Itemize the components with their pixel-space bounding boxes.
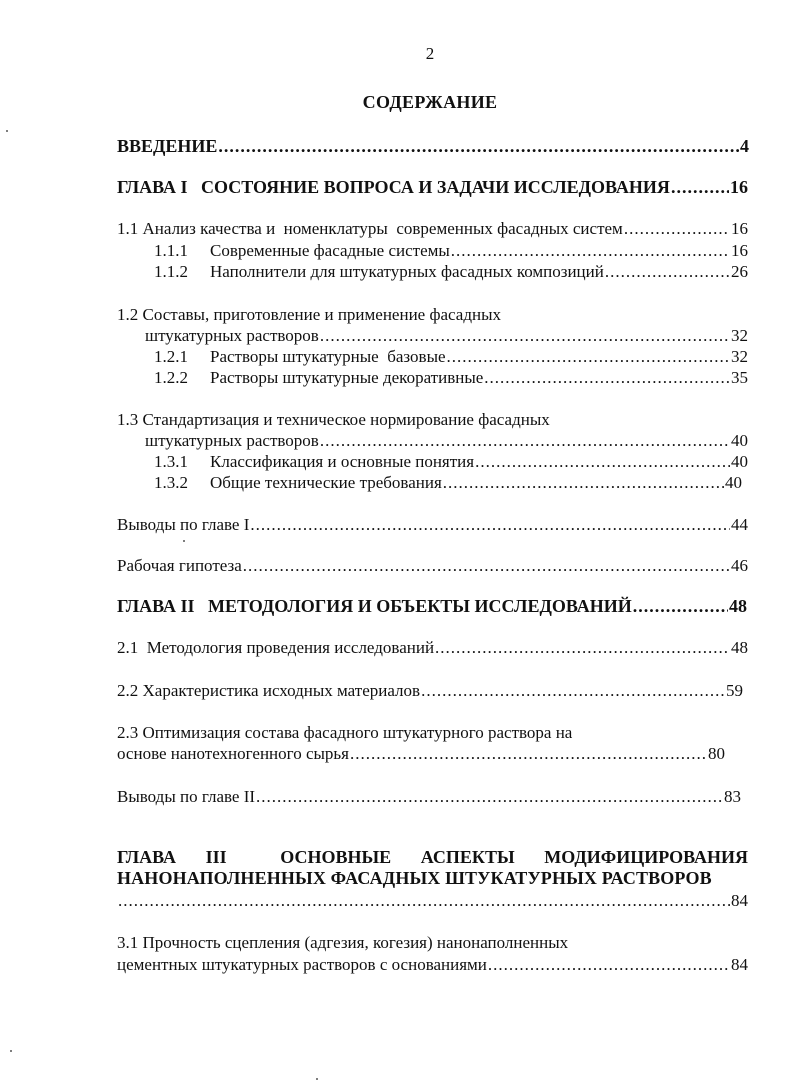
toc-entry-text: штукатурных растворов bbox=[145, 326, 319, 345]
toc-entry-number: 1.2.2 bbox=[154, 368, 188, 387]
toc-entry-text: Выводы по главе II bbox=[117, 787, 256, 806]
toc-entry-page: 48 bbox=[731, 638, 748, 657]
toc-entry-1-2-1 bbox=[154, 347, 748, 367]
toc-entry-2-3 bbox=[117, 744, 725, 764]
toc-entry-number: 1.1.2 bbox=[154, 262, 188, 281]
leader-dots bbox=[671, 177, 729, 197]
chapter-heading-word: III bbox=[205, 847, 227, 867]
leader-dots bbox=[624, 219, 730, 239]
toc-entry-hypothesis bbox=[117, 556, 748, 576]
toc-chapter-1 bbox=[117, 177, 748, 197]
leader-dots bbox=[256, 787, 723, 807]
chapter-heading-word: АСПЕКТЫ bbox=[420, 847, 515, 867]
toc-entry-text: Общие технические требования bbox=[210, 473, 442, 492]
toc-entry-conclusions-1 bbox=[117, 515, 748, 535]
toc-entry-page: 83 bbox=[724, 787, 741, 806]
toc-entry-page: 84 bbox=[731, 955, 748, 974]
leader-dots bbox=[447, 347, 730, 367]
chapter-heading: ГЛАВА I СОСТОЯНИЕ ВОПРОСА И ЗАДАЧИ ИССЛЕДОВАНИЯ bbox=[117, 177, 670, 197]
toc-entry-text: Выводы по главе I bbox=[117, 515, 250, 534]
toc-entry-2-3-line1: 2.3 Оптимизация состава фасадного штукатурного раствора на bbox=[117, 723, 573, 742]
toc-entry-page: 59 bbox=[726, 681, 743, 700]
leader-dots bbox=[320, 431, 730, 451]
toc-chapter-2 bbox=[117, 596, 747, 616]
leader-dots bbox=[421, 681, 725, 701]
toc-entry-text: Наполнители для штукатурных фасадных композиций bbox=[210, 262, 604, 281]
toc-chapter-3-line2: НАНОНАПОЛНЕННЫХ ФАСАДНЫХ ШТУКАТУРНЫХ РАСТВОРОВ bbox=[117, 868, 712, 888]
page-number: 2 bbox=[425, 44, 435, 63]
scan-speck bbox=[6, 130, 8, 132]
toc-chapter-3-leader bbox=[117, 891, 748, 911]
toc-entry-page: 35 bbox=[731, 368, 748, 387]
leader-dots bbox=[250, 515, 730, 535]
toc-title: СОДЕРЖАНИЕ bbox=[362, 92, 498, 112]
toc-entry-text: Растворы штукатурные базовые bbox=[210, 347, 446, 366]
toc-entry-text: ВВЕДЕНИЕ bbox=[117, 136, 218, 156]
toc-entry-text: Классификация и основные понятия bbox=[210, 452, 475, 471]
leader-dots bbox=[484, 368, 730, 388]
toc-entry-page: 46 bbox=[731, 556, 748, 575]
leader-dots bbox=[118, 891, 730, 911]
leader-dots bbox=[451, 241, 730, 261]
toc-entry-page: 16 bbox=[731, 219, 748, 238]
chapter-heading-word: МОДИФИЦИРОВАНИЯ bbox=[544, 847, 748, 867]
leader-dots bbox=[435, 638, 730, 658]
toc-entry-page: 4 bbox=[740, 136, 749, 156]
toc-entry-3-1 bbox=[117, 955, 748, 975]
toc-entry-1-3 bbox=[145, 431, 748, 451]
toc-entry-page: 32 bbox=[731, 347, 748, 366]
toc-entry-page: 44 bbox=[731, 515, 748, 534]
toc-entry-1-1-2 bbox=[154, 262, 748, 282]
toc-entry-text: штукатурных растворов bbox=[145, 431, 319, 450]
toc-entry-page: 80 bbox=[708, 744, 725, 763]
scan-speck bbox=[183, 540, 185, 542]
toc-entry-1-3-1 bbox=[154, 452, 748, 472]
toc-entry-page: 16 bbox=[731, 241, 748, 260]
leader-dots bbox=[320, 326, 730, 346]
leader-dots bbox=[443, 473, 724, 493]
leader-dots bbox=[350, 744, 707, 764]
toc-entry-page: 16 bbox=[730, 177, 748, 197]
toc-entry-1-2-line1: 1.2 Составы, приготовление и применение фасадных bbox=[117, 305, 501, 324]
chapter-heading: ГЛАВА II МЕТОДОЛОГИЯ И ОБЪЕКТЫ ИССЛЕДОВАНИЙ bbox=[117, 596, 632, 616]
toc-entry-2-1 bbox=[117, 638, 748, 658]
toc-entry-page: 40 bbox=[731, 452, 748, 471]
toc-entry-text: Рабочая гипотеза bbox=[117, 556, 242, 575]
toc-entry-text: Растворы штукатурные декоративные bbox=[210, 368, 484, 387]
toc-entry-page: 40 bbox=[725, 473, 742, 492]
scan-speck bbox=[10, 1050, 12, 1052]
toc-chapter-3-line1 bbox=[117, 846, 748, 868]
toc-entry-text: 2.2 Характеристика исходных материалов bbox=[117, 681, 421, 700]
toc-entry-text: 2.1 Методология проведения исследований bbox=[117, 638, 435, 657]
leader-dots bbox=[475, 452, 730, 472]
toc-entry-1-1 bbox=[117, 219, 748, 239]
toc-entry-1-2-2 bbox=[154, 368, 748, 388]
toc-entry-2-2 bbox=[117, 681, 743, 701]
toc-entry-3-1-line1: 3.1 Прочность сцепления (адгезия, когезия) нанонаполненных bbox=[117, 933, 569, 952]
toc-entry-number: 1.3.1 bbox=[154, 452, 188, 471]
toc-entry-number: 1.1.1 bbox=[154, 241, 188, 260]
leader-dots bbox=[488, 955, 730, 975]
toc-entry-page: 48 bbox=[729, 596, 747, 616]
toc-entry-page: 40 bbox=[731, 431, 748, 450]
toc-entry-page: 26 bbox=[731, 262, 748, 281]
toc-entry-page: 84 bbox=[731, 891, 748, 910]
leader-dots bbox=[218, 136, 739, 156]
toc-entry-text: 1.1 Анализ качества и номенклатуры современных фасадных систем bbox=[117, 219, 623, 238]
toc-entry-intro bbox=[117, 136, 749, 156]
chapter-heading-word: ГЛАВА bbox=[117, 847, 177, 867]
chapter-heading-word: ОСНОВНЫЕ bbox=[280, 847, 392, 867]
toc-entry-text: основе нанотехногенного сырья bbox=[117, 744, 349, 763]
toc-entry-text: цементных штукатурных растворов с основаниями bbox=[117, 955, 487, 974]
toc-entry-1-2 bbox=[145, 326, 748, 346]
toc-entry-1-3-2 bbox=[154, 473, 742, 493]
toc-entry-text: Современные фасадные системы bbox=[210, 241, 450, 260]
toc-entry-1-3-line1: 1.3 Стандартизация и техническое нормирование фасадных bbox=[117, 410, 550, 429]
toc-entry-number: 1.2.1 bbox=[154, 347, 188, 366]
toc-entry-conclusions-2 bbox=[117, 787, 741, 807]
leader-dots bbox=[243, 556, 730, 576]
leader-dots bbox=[605, 262, 730, 282]
leader-dots bbox=[633, 596, 728, 616]
toc-entry-page: 32 bbox=[731, 326, 748, 345]
toc-entry-number: 1.3.2 bbox=[154, 473, 188, 492]
scan-speck bbox=[316, 1078, 318, 1080]
toc-entry-1-1-1 bbox=[154, 241, 748, 261]
